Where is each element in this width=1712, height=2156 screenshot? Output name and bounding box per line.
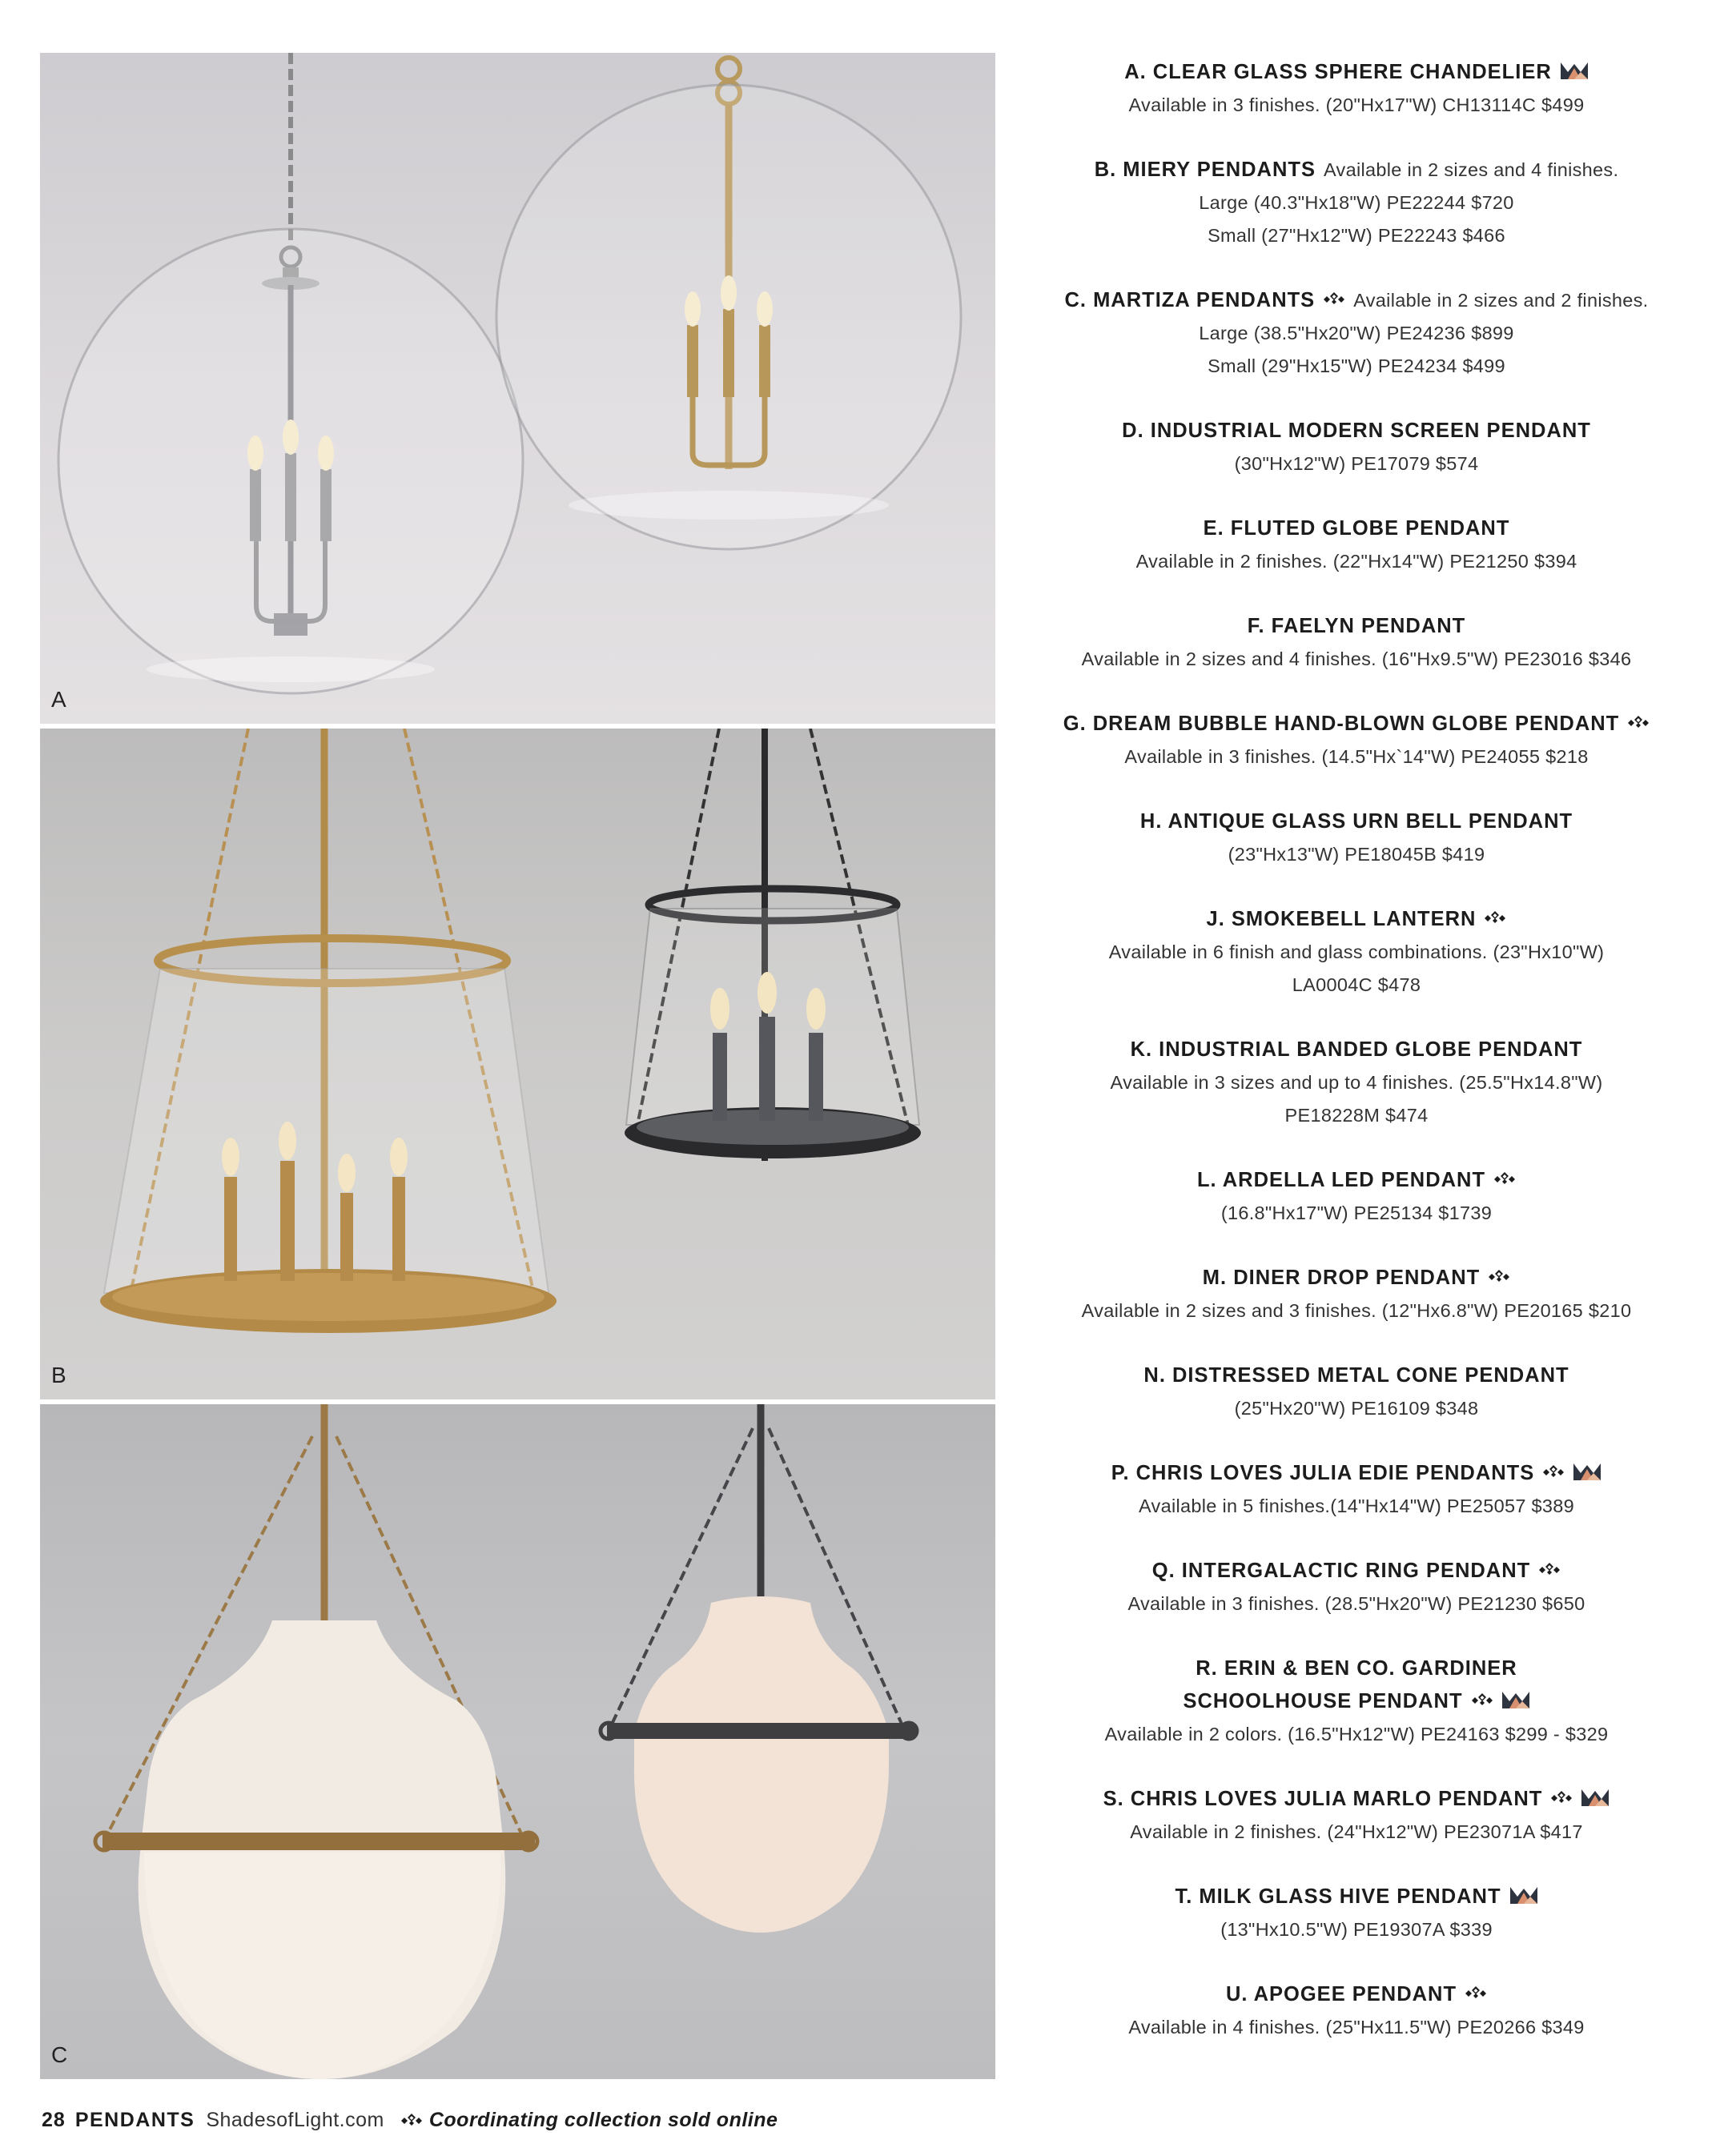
product-inline-description: Available in 2 sizes and 2 finishes. — [1353, 290, 1649, 311]
martiza-pendants-image — [40, 1404, 995, 2079]
photo-label-b: B — [51, 1363, 66, 1387]
product-detail-line: Small (29"Hx15"W) PE24234 $499 — [1208, 355, 1505, 376]
page-footer — [42, 2106, 778, 2134]
product-name — [1012, 1262, 1701, 1295]
designer-collaboration-icon — [1509, 1885, 1538, 1905]
product-name — [1012, 512, 1701, 545]
coordinating-collection-icon — [1323, 291, 1345, 306]
product-name-text: U. APOGEE PENDANT — [1225, 1983, 1457, 2005]
product-detail-line: Available in 3 finishes. (20"Hx17"W) CH13114C $499 — [1128, 94, 1585, 115]
product-detail-line: Available in 4 finishes. (25"Hx11.5"W) PE20266 $349 — [1128, 2017, 1585, 2038]
product-detail-line: Large (38.5"Hx20"W) PE24236 $899 — [1199, 323, 1514, 343]
product-entry — [1012, 415, 1701, 480]
product-detail-line: Available in 3 finishes. (14.5"Hx`14"W) PE24055 $218 — [1124, 746, 1589, 767]
product-entry — [1012, 1262, 1701, 1327]
product-inline-description: Available in 2 sizes and 4 finishes. — [1323, 159, 1619, 180]
product-name-text: SCHOOLHOUSE PENDANT — [1183, 1690, 1463, 1712]
sphere-chandelier-image — [40, 53, 995, 724]
product-entry — [1012, 512, 1701, 578]
product-name-text: Q. INTERGALACTIC RING PENDANT — [1151, 1560, 1531, 1582]
product-name — [1012, 610, 1701, 643]
product-name-text: F. FAELYN PENDANT — [1247, 615, 1466, 637]
product-name-text: L. ARDELLA LED PENDANT — [1196, 1169, 1486, 1191]
product-entry — [1012, 56, 1701, 122]
product-name — [1012, 1783, 1701, 1816]
photo-panel-b — [40, 729, 995, 1399]
website-link[interactable]: ShadesofLight.com — [206, 2108, 384, 2131]
product-entry — [1012, 1457, 1701, 1523]
coordinating-collection-icon — [1471, 1692, 1493, 1707]
product-name — [1012, 903, 1701, 936]
coordinating-collection-icon — [1550, 1790, 1573, 1805]
product-name — [1012, 805, 1701, 838]
coordinating-collection-icon — [1542, 1464, 1565, 1479]
product-list — [1012, 56, 1701, 2076]
product-name — [1012, 154, 1701, 187]
coordinating-collection-icon — [1493, 1171, 1516, 1186]
photo-label-c: C — [51, 2042, 68, 2067]
miery-pendants-image — [40, 729, 995, 1399]
product-entry — [1012, 1555, 1701, 1620]
product-name — [1012, 1457, 1701, 1490]
product-detail-line: Large (40.3"Hx18"W) PE22244 $720 — [1199, 192, 1514, 213]
product-name — [1012, 1652, 1701, 1685]
product-detail-line: Available in 2 sizes and 3 finishes. (12"Hx6.8"W) PE20165 $210 — [1081, 1300, 1632, 1321]
product-name-line2 — [1012, 1685, 1701, 1718]
product-name-text: R. ERIN & BEN CO. GARDINER — [1196, 1657, 1517, 1680]
product-name-text: M. DINER DROP PENDANT — [1202, 1267, 1481, 1289]
product-name-text: K. INDUSTRIAL BANDED GLOBE PENDANT — [1130, 1038, 1583, 1061]
product-entry — [1012, 1359, 1701, 1425]
product-detail-line: (30"Hx12"W) PE17079 $574 — [1234, 453, 1479, 474]
product-detail-line: Available in 2 finishes. (22"Hx14"W) PE21250 $394 — [1135, 551, 1577, 572]
product-entry — [1012, 903, 1701, 1002]
product-entry — [1012, 1783, 1701, 1849]
coordinating-collection-icon — [1538, 1562, 1561, 1576]
product-name — [1012, 708, 1701, 741]
product-entry — [1012, 1034, 1701, 1132]
product-detail-line: Available in 2 finishes. (24"Hx12"W) PE23071A $417 — [1130, 1821, 1583, 1842]
product-detail-line: LA0004C $478 — [1292, 974, 1421, 995]
product-detail-line: PE18228M $474 — [1284, 1105, 1429, 1126]
product-name-text: H. ANTIQUE GLASS URN BELL PENDANT — [1139, 810, 1573, 833]
designer-collaboration-icon — [1573, 1462, 1601, 1481]
product-name — [1012, 415, 1701, 448]
coordinating-collection-icon — [400, 2113, 423, 2127]
coordinating-collection-icon — [1484, 910, 1506, 925]
product-name-text: J. SMOKEBELL LANTERN — [1206, 908, 1477, 930]
product-name — [1012, 1555, 1701, 1588]
product-detail-line: Small (27"Hx12"W) PE22243 $466 — [1208, 225, 1505, 246]
product-name-text: C. MARTIZA PENDANTS — [1064, 289, 1316, 311]
product-detail-line: Available in 3 finishes. (28.5"Hx20"W) PE21230 $650 — [1127, 1593, 1585, 1614]
product-name-text: G. DREAM BUBBLE HAND-BLOWN GLOBE PENDANT — [1063, 713, 1620, 735]
product-entry — [1012, 1978, 1701, 2044]
product-name — [1012, 1881, 1701, 1913]
designer-collaboration-icon — [1581, 1788, 1610, 1807]
product-entry — [1012, 708, 1701, 773]
product-detail-line: Available in 2 colors. (16.5"Hx12"W) PE24163 $299 - $329 — [1104, 1724, 1609, 1744]
product-entry — [1012, 154, 1701, 252]
product-name-text: N. DISTRESSED METAL CONE PENDANT — [1143, 1364, 1569, 1387]
product-detail-line: Available in 5 finishes.(14"Hx14"W) PE25057 $389 — [1138, 1496, 1575, 1516]
product-name-text: B. MIERY PENDANTS — [1094, 159, 1316, 181]
product-entry — [1012, 1881, 1701, 1946]
product-name — [1012, 1034, 1701, 1066]
product-name-text: S. CHRIS LOVES JULIA MARLO PENDANT — [1103, 1788, 1543, 1810]
coordinating-note: Coordinating collection sold online — [428, 2108, 778, 2131]
product-detail-line: Available in 3 sizes and up to 4 finishes. (25.5"Hx14.8"W) — [1110, 1072, 1603, 1093]
designer-collaboration-icon — [1501, 1690, 1530, 1709]
product-entry — [1012, 610, 1701, 676]
coordinating-collection-icon — [1627, 715, 1650, 729]
product-detail-line: Available in 6 finish and glass combinations. (23"Hx10"W) — [1108, 941, 1605, 962]
product-detail-line: Available in 2 sizes and 4 finishes. (16"Hx9.5"W) PE23016 $346 — [1081, 648, 1632, 669]
designer-collaboration-icon — [1560, 61, 1589, 80]
photo-panel-a — [40, 53, 995, 724]
product-name — [1012, 1359, 1701, 1392]
product-detail-line: (23"Hx13"W) PE18045B $419 — [1228, 844, 1485, 865]
coordinating-collection-icon — [1465, 1985, 1487, 2000]
product-name-text: A. CLEAR GLASS SPHERE CHANDELIER — [1124, 61, 1552, 83]
product-entry — [1012, 805, 1701, 871]
product-name — [1012, 1164, 1701, 1197]
product-entry — [1012, 284, 1701, 383]
coordinating-collection-icon — [1488, 1269, 1510, 1283]
product-name — [1012, 56, 1701, 89]
product-detail-line: (16.8"Hx17"W) PE25134 $1739 — [1220, 1202, 1493, 1223]
product-name-text: E. FLUTED GLOBE PENDANT — [1203, 517, 1510, 540]
product-name — [1012, 284, 1701, 317]
page-number: 28 — [42, 2108, 66, 2131]
photo-panel-c — [40, 1404, 995, 2079]
product-detail-line: (13"Hx10.5"W) PE19307A $339 — [1220, 1919, 1493, 1940]
product-entry — [1012, 1164, 1701, 1230]
photo-label-a: A — [51, 687, 66, 712]
product-name-text: D. INDUSTRIAL MODERN SCREEN PENDANT — [1122, 420, 1591, 442]
product-name-text: T. MILK GLASS HIVE PENDANT — [1175, 1885, 1501, 1908]
product-name-text: P. CHRIS LOVES JULIA EDIE PENDANTS — [1111, 1462, 1535, 1484]
product-detail-line: (25"Hx20"W) PE16109 $348 — [1234, 1398, 1479, 1419]
section-title: PENDANTS — [74, 2108, 195, 2131]
product-name — [1012, 1978, 1701, 2011]
product-entry — [1012, 1652, 1701, 1751]
